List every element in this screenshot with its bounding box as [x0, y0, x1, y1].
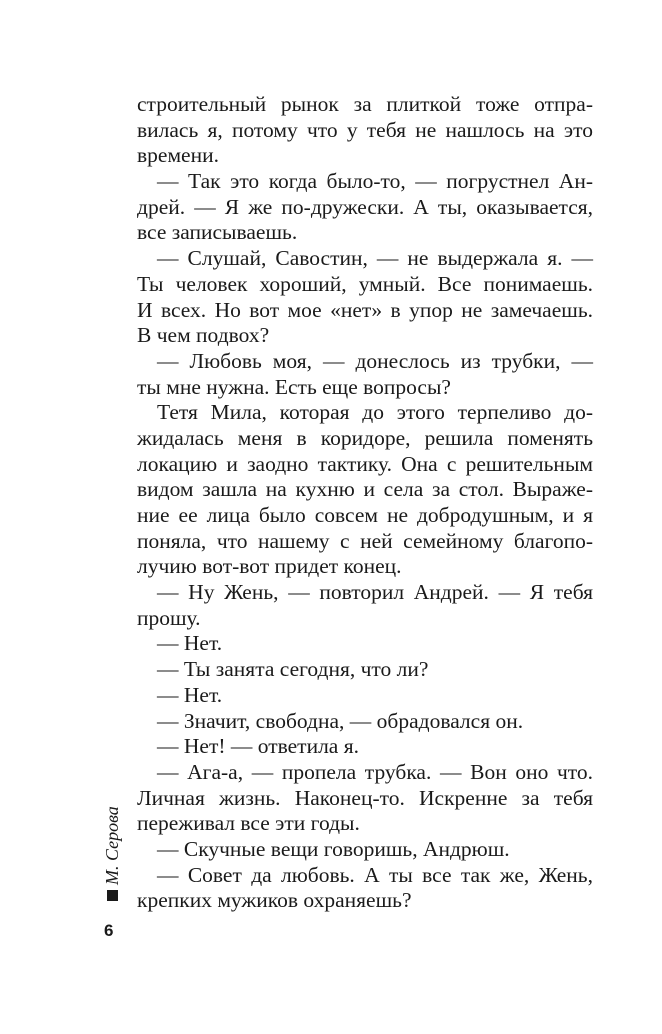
- text-line: ты мне нужна. Есть еще вопросы?: [137, 374, 451, 399]
- text-line: — Нет.: [157, 631, 223, 656]
- text-line: переживал все эти годы.: [137, 811, 360, 836]
- text-line: ние ее лица было совсем не добродушным, и я: [137, 503, 593, 527]
- text-line: прошу.: [137, 605, 201, 630]
- text-line: видом зашла на кухню и села за стол. Выраже-: [137, 477, 593, 502]
- text-line: все записываешь.: [137, 220, 298, 245]
- running-head-author: М. Серова: [102, 806, 122, 885]
- text-line: В чем подвох?: [137, 323, 270, 348]
- text-line: — Ага-а, — пропела трубка. — Вон оно что.: [157, 759, 593, 784]
- text-line: — Нет.: [157, 682, 223, 707]
- text-line: вилась я, потому что у тебя не нашлось на это: [137, 117, 593, 142]
- text-line: Ты человек хороший, умный. Все понимаешь.: [137, 271, 593, 296]
- text-line: жидалась меня в коридоре, решила поменять: [137, 425, 593, 450]
- text-line: поняла, что нашему с ней семейному благопо-: [137, 528, 593, 553]
- text-line: — Нет! — ответила я.: [157, 734, 359, 759]
- text-line: — Любовь моя, — донеслось из трубки, —: [157, 348, 593, 373]
- text-line: — Ну Жень, — повторил Андрей. — Я тебя: [157, 580, 593, 605]
- text-line: строительный рынок за плиткой тоже отпра-: [137, 92, 593, 116]
- text-line: — Так это когда было-то, — погрустнел Ан-: [157, 169, 593, 194]
- square-marker-icon: [107, 890, 118, 901]
- text-line: — Ты занята сегодня, что ли?: [157, 657, 429, 682]
- text-line: локацию и заодно тактику. Она с решительным: [137, 451, 593, 476]
- page-body-text: [137, 92, 593, 914]
- text-line: Тетя Мила, которая до этого терпеливо до-: [157, 400, 593, 425]
- text-line: — Значит, свободна, — обрадовался он.: [157, 708, 524, 733]
- text-line: лучию вот-вот придет конец.: [137, 554, 402, 579]
- text-line: дрей. — Я же по-дружески. А ты, оказывается,: [137, 194, 593, 219]
- text-line: крепких мужиков охраняешь?: [137, 888, 412, 913]
- text-line: — Слушай, Савостин, — не выдержала я. —: [157, 246, 593, 271]
- text-line: — Скучные вещи говоришь, Андрюш.: [157, 836, 510, 861]
- text-line: Личная жизнь. Наконец-то. Искренне за тебя: [137, 785, 593, 810]
- page-number: 6: [104, 921, 114, 940]
- text-line: времени.: [137, 143, 219, 168]
- text-line: — Совет да любовь. А ты все так же, Жень,: [157, 862, 593, 887]
- text-line: И всех. Но вот мое «нет» в упор не замечаешь.: [137, 297, 593, 322]
